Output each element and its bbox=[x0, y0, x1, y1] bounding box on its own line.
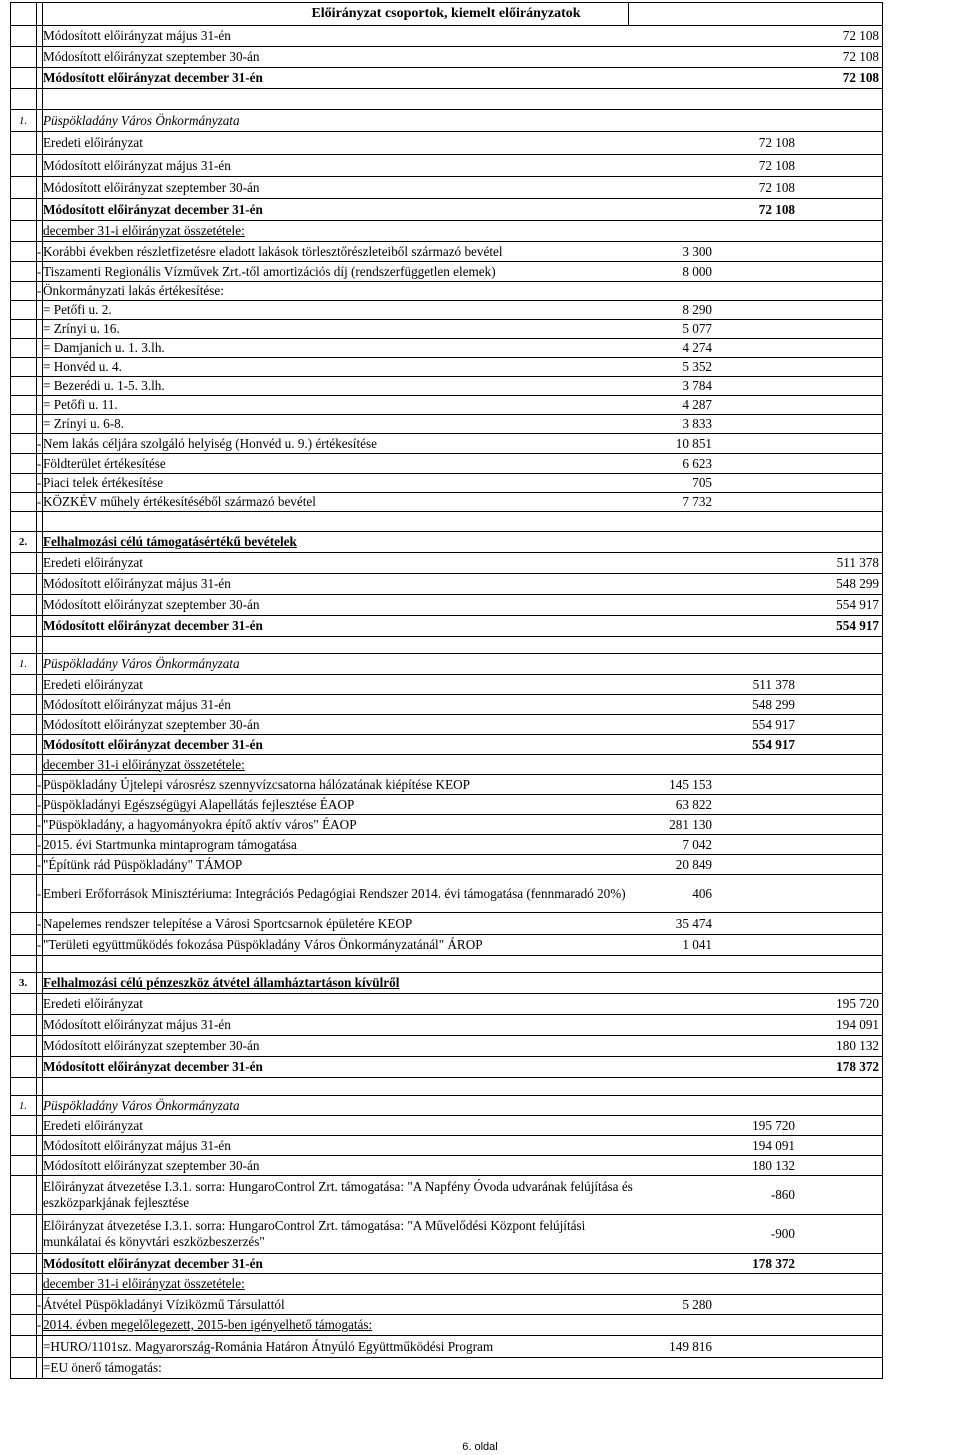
item-amount: 8 290 bbox=[682, 302, 712, 317]
row-number: 1. bbox=[18, 658, 28, 670]
row-dash: - bbox=[36, 475, 42, 490]
row-dash: - bbox=[36, 1296, 42, 1312]
item-amount: 3 300 bbox=[682, 243, 712, 259]
row-label: Tiszamenti Regionális Vízművek Zrt.-től amortizációs díj (rendszerfüggetlen elemek) bbox=[43, 263, 496, 279]
subtotal-amount: 548 299 bbox=[752, 696, 795, 712]
subtotal-amount: 554 917 bbox=[752, 716, 795, 732]
title-row bbox=[10, 2, 882, 26]
table-row bbox=[10, 935, 882, 956]
row-label: = Honvéd u. 4. bbox=[43, 359, 122, 374]
row-label: Eredeti előirányzat bbox=[43, 996, 143, 1011]
table-row bbox=[10, 89, 882, 110]
table-row bbox=[10, 616, 882, 637]
row-label: = Zrínyi u. 6-8. bbox=[43, 416, 125, 431]
table-row bbox=[10, 574, 882, 595]
table-row bbox=[10, 1274, 882, 1295]
row-label: 2014. évben megelőlegezett, 2015-ben igényelhető támogatás: bbox=[43, 1317, 373, 1332]
row-number: 2. bbox=[18, 536, 28, 548]
row-label: KÖZKÉV műhely értékesítéséből származó bevétel bbox=[43, 494, 316, 509]
table-row bbox=[10, 434, 882, 454]
row-label: december 31-i előirányzat összetétele: bbox=[43, 223, 245, 238]
table-row bbox=[10, 637, 882, 654]
row-label: Előirányzat átvezetése I.3.1. sorra: HungaroControl Zrt. támogatása: "A Napfény Óvoda udvarának felújítása és eszközparkjának fejlesztése bbox=[43, 1179, 633, 1210]
item-amount: 63 822 bbox=[675, 796, 712, 812]
item-amount: 10 851 bbox=[675, 435, 712, 451]
item-amount: 5 352 bbox=[682, 359, 712, 374]
table-row bbox=[10, 301, 882, 320]
table-row bbox=[10, 1215, 882, 1254]
table-row bbox=[10, 282, 882, 301]
column-rule bbox=[628, 2, 629, 26]
row-label: Módosított előirányzat május 31-én bbox=[43, 1137, 231, 1153]
subtotal-amount: 72 108 bbox=[758, 135, 795, 150]
table-row bbox=[10, 221, 882, 242]
total-amount: 72 108 bbox=[842, 70, 879, 85]
table-row bbox=[10, 875, 882, 913]
subtotal-amount: 72 108 bbox=[758, 201, 795, 217]
row-label: Módosított előirányzat május 31-én bbox=[43, 576, 231, 591]
total-amount: 554 917 bbox=[836, 597, 879, 612]
row-label: Önkormányzati lakás értékesítése: bbox=[43, 283, 224, 298]
row-label: Földterület értékesítése bbox=[43, 455, 166, 471]
row-number: 1. bbox=[18, 1099, 28, 1112]
table-row bbox=[10, 262, 882, 282]
table-row bbox=[10, 1336, 882, 1358]
row-label: Korábbi években részletfizetésre eladott lakások törlesztőrészleteiből származó bevétel bbox=[43, 243, 503, 259]
table-row bbox=[10, 956, 882, 973]
table-row bbox=[10, 994, 882, 1015]
table-row bbox=[10, 320, 882, 339]
row-dash: - bbox=[36, 816, 42, 832]
row-label: "Területi együttműködés fokozása Püspökladány Város Önkormányzatánál" ÁROP bbox=[43, 937, 483, 952]
row-label: Püspökladány Város Önkormányzata bbox=[43, 656, 240, 671]
table-row bbox=[10, 835, 882, 855]
row-label: = Petőfi u. 11. bbox=[43, 397, 118, 412]
subtotal-amount: 72 108 bbox=[758, 179, 795, 195]
column-rule bbox=[42, 2, 43, 1379]
row-label: =HURO/1101sz. Magyarország-Románia Határon Átnyúló Együttműködési Program bbox=[43, 1338, 494, 1354]
table-row bbox=[10, 1254, 882, 1274]
row-label: "Püspökladány, a hagyományokra építő aktív város" ÉAOP bbox=[43, 816, 357, 832]
item-amount: 705 bbox=[692, 475, 712, 490]
row-label: Módosított előirányzat szeptember 30-án bbox=[43, 1038, 260, 1053]
table-row bbox=[10, 1156, 882, 1176]
row-dash: - bbox=[36, 796, 42, 812]
table-row bbox=[10, 1358, 882, 1379]
table-row bbox=[10, 1096, 882, 1116]
table-row bbox=[10, 199, 882, 221]
row-label: Módosított előirányzat szeptember 30-án bbox=[43, 716, 260, 732]
table-row bbox=[10, 715, 882, 735]
row-label: =EU önerő támogatás: bbox=[43, 1360, 162, 1375]
total-amount: 548 299 bbox=[836, 576, 879, 591]
row-label: Módosított előirányzat szeptember 30-án bbox=[43, 179, 260, 195]
table-row bbox=[10, 913, 882, 935]
item-amount: 6 623 bbox=[682, 455, 712, 471]
item-amount: 3 784 bbox=[682, 378, 712, 393]
table-row bbox=[10, 973, 882, 994]
row-label: Módosított előirányzat május 31-én bbox=[43, 1017, 231, 1032]
row-dash: - bbox=[36, 885, 42, 901]
table-row bbox=[10, 675, 882, 695]
table-row bbox=[10, 532, 882, 553]
row-number: 3. bbox=[18, 977, 28, 989]
row-label: "Építünk rád Püspökladány" TÁMOP bbox=[43, 856, 243, 872]
row-label: Püspökladányi Egészségügyi Alapellátás fejlesztése ÉAOP bbox=[43, 796, 355, 812]
table-row bbox=[10, 47, 882, 68]
row-label: = Zrínyi u. 16. bbox=[43, 321, 120, 336]
row-label: Módosított előirányzat december 31-én bbox=[43, 70, 263, 85]
row-dash: - bbox=[36, 435, 42, 451]
row-label: Módosított előirányzat december 31-én bbox=[43, 618, 263, 633]
subtotal-amount: -860 bbox=[770, 1187, 795, 1202]
total-amount: 194 091 bbox=[836, 1017, 879, 1032]
table-row bbox=[10, 755, 882, 775]
item-amount: 5 077 bbox=[682, 321, 712, 336]
column-rule bbox=[882, 2, 883, 1379]
table-row bbox=[10, 553, 882, 574]
row-label: Átvétel Püspökladányi Víziközmű Társulattól bbox=[43, 1296, 285, 1312]
row-label: Eredeti előirányzat bbox=[43, 555, 143, 570]
total-amount: 195 720 bbox=[836, 996, 879, 1011]
table-row bbox=[10, 654, 882, 675]
row-label: Módosított előirányzat május 31-én bbox=[43, 696, 231, 712]
subtotal-amount: 180 132 bbox=[752, 1157, 795, 1173]
row-dash: - bbox=[36, 836, 42, 852]
subtotal-amount: 511 378 bbox=[752, 676, 795, 692]
table-row bbox=[10, 795, 882, 815]
row-dash: - bbox=[36, 455, 42, 471]
column-rule bbox=[36, 2, 37, 1379]
row-label: Módosított előirányzat május 31-én bbox=[43, 157, 231, 173]
table-row bbox=[10, 1315, 882, 1336]
row-label: Püspökladány Város Önkormányzata bbox=[43, 112, 240, 128]
item-amount: 149 816 bbox=[669, 1338, 712, 1354]
row-label: Módosított előirányzat december 31-én bbox=[43, 1255, 263, 1271]
subtotal-amount: 72 108 bbox=[758, 157, 795, 173]
item-amount: 1 041 bbox=[682, 937, 712, 952]
subtotal-amount: 554 917 bbox=[752, 736, 795, 752]
table-row bbox=[10, 132, 882, 155]
table-row bbox=[10, 454, 882, 474]
table-row bbox=[10, 1015, 882, 1036]
row-label: Piaci telek értékesítése bbox=[43, 475, 164, 490]
item-amount: 3 833 bbox=[682, 416, 712, 431]
table-row bbox=[10, 855, 882, 875]
item-amount: 406 bbox=[692, 885, 712, 901]
table-row bbox=[10, 358, 882, 377]
row-dash: - bbox=[36, 937, 42, 952]
row-label: Módosított előirányzat szeptember 30-án bbox=[43, 597, 260, 612]
row-label: Napelemes rendszer telepítése a Városi Sportcsarnok épületére KEOP bbox=[43, 915, 413, 931]
row-label: Módosított előirányzat december 31-én bbox=[43, 201, 263, 217]
page-title: Előirányzat csoportok, kiemelt előirányzatok bbox=[311, 6, 581, 21]
row-label: = Damjanich u. 1. 3.lh. bbox=[43, 340, 165, 355]
row-label: Püspökladány Város Önkormányzata bbox=[43, 1097, 240, 1113]
row-label: Püspökladány Újtelepi városrész szennyvízcsatorna hálózatának kiépítése KEOP bbox=[43, 776, 470, 792]
table-row bbox=[10, 155, 882, 177]
item-amount: 281 130 bbox=[669, 816, 712, 832]
table-row bbox=[10, 110, 882, 132]
total-amount: 72 108 bbox=[842, 28, 879, 43]
row-label: 2015. évi Startmunka mintaprogram támogatása bbox=[43, 836, 297, 852]
table-row bbox=[10, 1036, 882, 1057]
total-amount: 511 378 bbox=[836, 555, 879, 570]
row-dash: - bbox=[36, 283, 42, 298]
table-row bbox=[10, 68, 882, 89]
row-label: december 31-i előirányzat összetétele: bbox=[43, 1276, 245, 1291]
table-row bbox=[10, 339, 882, 358]
row-dash: - bbox=[36, 915, 42, 931]
table-row bbox=[10, 493, 882, 512]
table-row bbox=[10, 775, 882, 795]
table-row bbox=[10, 815, 882, 835]
row-label: Eredeti előirányzat bbox=[43, 676, 143, 692]
subtotal-amount: 195 720 bbox=[752, 1117, 795, 1133]
row-label: Módosított előirányzat december 31-én bbox=[43, 1059, 263, 1074]
table-row bbox=[10, 415, 882, 434]
table-row bbox=[10, 512, 882, 532]
row-number: 1. bbox=[18, 114, 28, 127]
table-row bbox=[10, 695, 882, 715]
item-amount: 8 000 bbox=[682, 263, 712, 279]
table-row bbox=[10, 177, 882, 199]
page-number: 6. oldal bbox=[462, 1441, 498, 1453]
row-label: Előirányzat átvezetése I.3.1. sorra: HungaroControl Zrt. támogatása: "A Művelődési Központ felújítási munkálatai és könyvtári eszközbeszerzés" bbox=[43, 1218, 586, 1249]
row-label: Eredeti előirányzat bbox=[43, 1117, 143, 1133]
row-label: Emberi Erőforrások Minisztériuma: Integrációs Pedagógiai Rendszer 2014. évi támogatása (fennmaradó 20%) bbox=[43, 885, 626, 901]
total-amount: 178 372 bbox=[836, 1059, 879, 1074]
row-label: Módosított előirányzat szeptember 30-án bbox=[43, 49, 260, 64]
total-amount: 180 132 bbox=[836, 1038, 879, 1053]
row-dash: - bbox=[36, 1317, 42, 1332]
item-amount: 7 042 bbox=[682, 836, 712, 852]
row-label: Módosított előirányzat december 31-én bbox=[43, 736, 263, 752]
item-amount: 7 732 bbox=[682, 494, 712, 509]
item-amount: 145 153 bbox=[669, 776, 712, 792]
table-row bbox=[10, 474, 882, 493]
table-row bbox=[10, 377, 882, 396]
table-row bbox=[10, 1176, 882, 1215]
row-label: december 31-i előirányzat összetétele: bbox=[43, 756, 245, 772]
row-label: Eredeti előirányzat bbox=[43, 135, 143, 150]
row-dash: - bbox=[36, 494, 42, 509]
row-dash: - bbox=[36, 776, 42, 792]
table-row bbox=[10, 1078, 882, 1096]
row-dash: - bbox=[36, 856, 42, 872]
total-amount: 554 917 bbox=[836, 618, 879, 633]
table-row bbox=[10, 1057, 882, 1078]
subtotal-amount: 178 372 bbox=[752, 1255, 795, 1271]
table-row bbox=[10, 595, 882, 616]
item-amount: 35 474 bbox=[675, 915, 712, 931]
row-dash: - bbox=[36, 263, 42, 279]
table-row bbox=[10, 396, 882, 415]
item-amount: 5 280 bbox=[682, 1296, 712, 1312]
row-dash: - bbox=[36, 243, 42, 259]
column-rule bbox=[10, 2, 11, 1379]
row-label: Felhalmozási célú pénzeszköz átvétel államháztartáson kívülről bbox=[43, 975, 400, 990]
subtotal-amount: -900 bbox=[770, 1226, 795, 1241]
row-label: Módosított előirányzat május 31-én bbox=[43, 28, 231, 43]
row-label: = Bezerédi u. 1-5. 3.lh. bbox=[43, 378, 165, 393]
item-amount: 20 849 bbox=[675, 856, 712, 872]
table-row bbox=[10, 735, 882, 755]
row-label: Nem lakás céljára szolgáló helyiség (Honvéd u. 9.) értékesítése bbox=[43, 435, 377, 451]
total-amount: 72 108 bbox=[842, 49, 879, 64]
item-amount: 4 287 bbox=[682, 397, 712, 412]
subtotal-amount: 194 091 bbox=[752, 1137, 795, 1153]
row-label: Módosított előirányzat szeptember 30-án bbox=[43, 1157, 260, 1173]
table-row bbox=[10, 242, 882, 262]
row-label: Felhalmozási célú támogatásértékű bevételek bbox=[43, 534, 297, 549]
table-row bbox=[10, 1116, 882, 1136]
table-row bbox=[10, 1136, 882, 1156]
item-amount: 4 274 bbox=[682, 340, 712, 355]
table-row bbox=[10, 1295, 882, 1315]
table-row bbox=[10, 26, 882, 47]
row-label: = Petőfi u. 2. bbox=[43, 302, 112, 317]
